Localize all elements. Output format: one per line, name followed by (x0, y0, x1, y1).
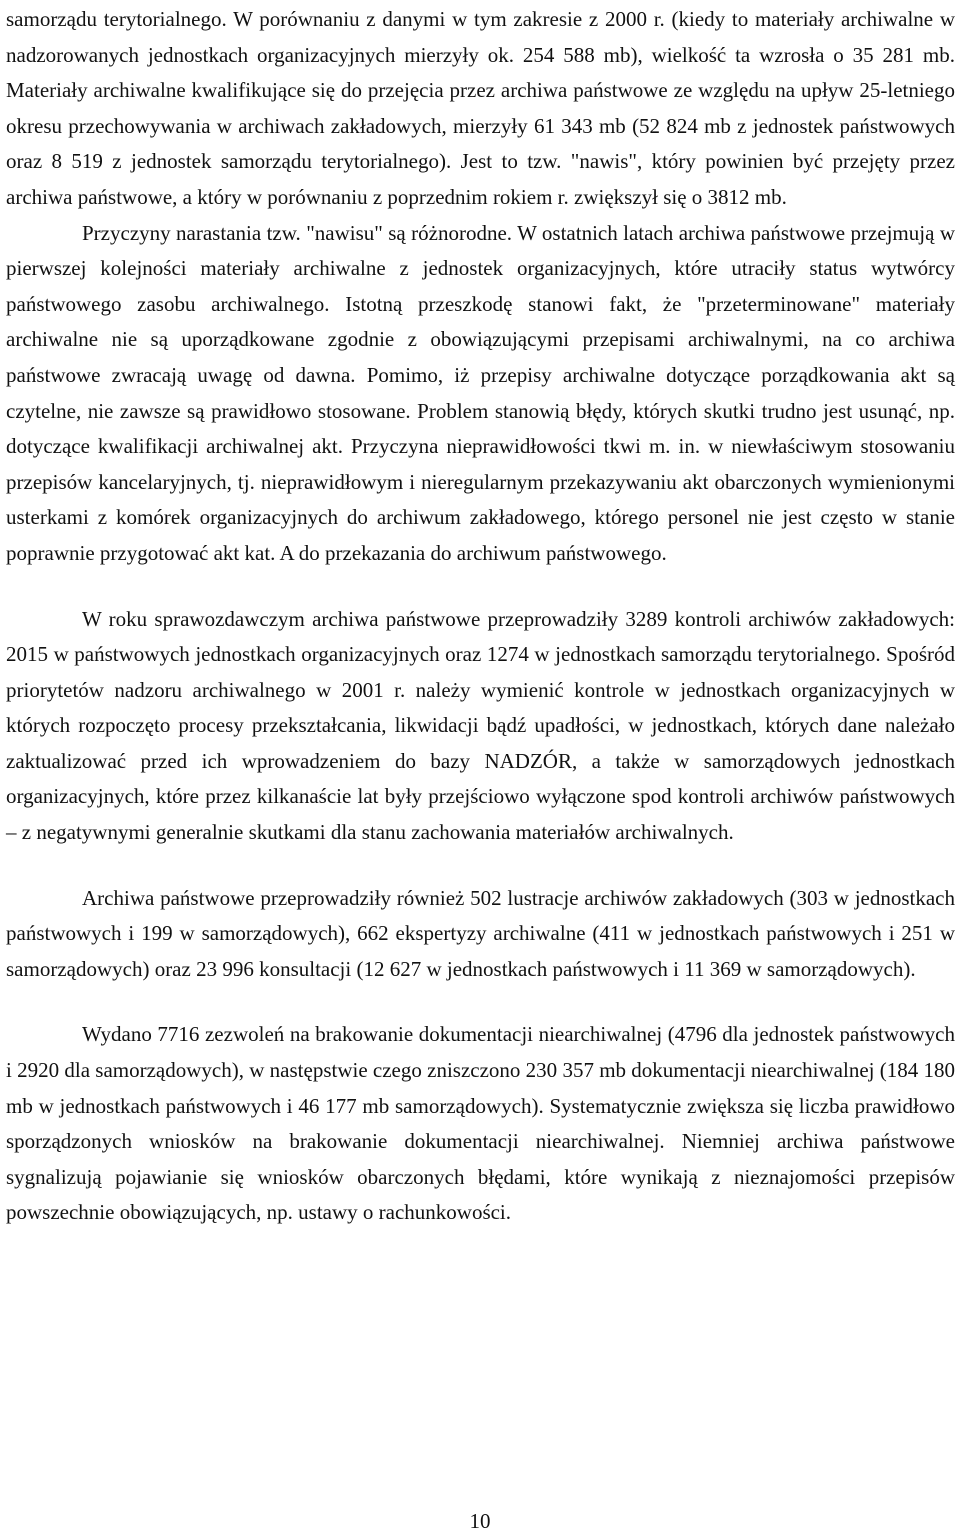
paragraph-lustrations: Archiwa państwowe przeprowadziły również 502 lustracje archiwów zakładowych (303 w jednostkach państwowych i 199 w samorządowych), 662 ekspertyzy archiwalne (411 w jednostkach państwowych i 251 w samorządowych) oraz 23 996 konsultacji (12 627 w jednostkach państwowych i 11 369 w samorządowych). (6, 885, 955, 981)
paragraph-nawis-causes: Przyczyny narastania tzw. "nawisu" są różnorodne. W ostatnich latach archiwa państwowe przejmują w pierwszej kolejności materiały archiwalne z jednostek organizacyjnych, które utraciły status wytwórcy państwowego zasobu archiwalnego. Istotną przeszkodę stanowi fakt, że "przeterminowane" materiały archiwalne nie są uporządkowane zgodnie z obowiązującymi przepisami archiwalnymi, na co archiwa państwowe zwracają uwagę od dawna. Pomimo, iż przepisy archiwalne dotyczące porządkowania akt są czytelne, nie zawsze są prawidłowo stosowane. Problem stanowią błędy, których skutki trudno jest usunąć, np. dotyczące kwalifikacji archiwalnej akt. Przyczyna nieprawidłowości tkwi m. in. w niewłaściwym stosowaniu przepisów kancelaryjnych, tj. nieprawidłowym i nieregularnym przekazywaniu akt obarczonych wymienionymi usterkami z komórek organizacyjnych do archiwum zakładowego, którego personel nie jest często w stanie poprawnie przygotować akt kat. A do przekazania do archiwum państwowego. (6, 220, 955, 565)
paragraph-continuation: samorządu terytorialnego. W porównaniu z danymi w tym zakresie z 2000 r. (kiedy to materiały archiwalne w nadzorowanych jednostkach organizacyjnych mierzyły ok. 254 588 mb), wielkość ta wzrosła o 35 281 mb. Materiały archiwalne kwalifikujące się do przejęcia przez archiwa państwowe ze względu na upływ 25-letniego okresu przechowywania w archiwach zakładowych, mierzyły 61 343 mb (52 824 mb z jednostek państwowych oraz 8 519 z jednostek samorządu terytorialnego). Jest to tzw. "nawis", który powinien być przejęty przez archiwa państwowe, a który w porównaniu z poprzednim rokiem r. zwiększył się o 3812 mb. (6, 7, 955, 209)
document-body (6, 2, 955, 1231)
page-number: 10 (469, 1509, 491, 1533)
paragraph-inspections: W roku sprawozdawczym archiwa państwowe przeprowadziły 3289 kontroli archiwów zakładowych: 2015 w państwowych jednostkach organizacyjnych oraz 1274 w jednostkach samorządu terytorialnego. Spośród priorytetów nadzoru archiwalnego w 2001 r. należy wymienić kontrole w jednostkach organizacyjnych w których rozpoczęto procesy przekształcania, likwidacji bądź upadłości, w jednostkach, których dane należało zaktualizować przed ich wprowadzeniem do bazy NADZÓR, a także w samorządowych jednostkach organizacyjnych, które przez kilkanaście lat były przejściowo wyłączone spod kontroli archiwów państwowych – z negatywnymi generalnie skutkami dla stanu zachowania materiałów archiwalnych. (6, 606, 955, 845)
paragraph-disposal-permits: Wydano 7716 zezwoleń na brakowanie dokumentacji niearchiwalnej (4796 dla jednostek państwowych i 2920 dla samorządowych), w następstwie czego zniszczono 230 357 mb dokumentacji niearchiwalnej (184 180 mb w jednostkach państwowych i 46 177 mb samorządowych). Systematycznie zwiększa się liczba prawidłowo sporządzonych wniosków na brakowanie dokumentacji niearchiwalnej. Niemniej archiwa państwowe sygnalizują pojawianie się wniosków obarczonych błędami, które wynikają z nieznajomości przepisów powszechnie obowiązujących, np. ustawy o rachunkowości. (6, 1022, 955, 1225)
